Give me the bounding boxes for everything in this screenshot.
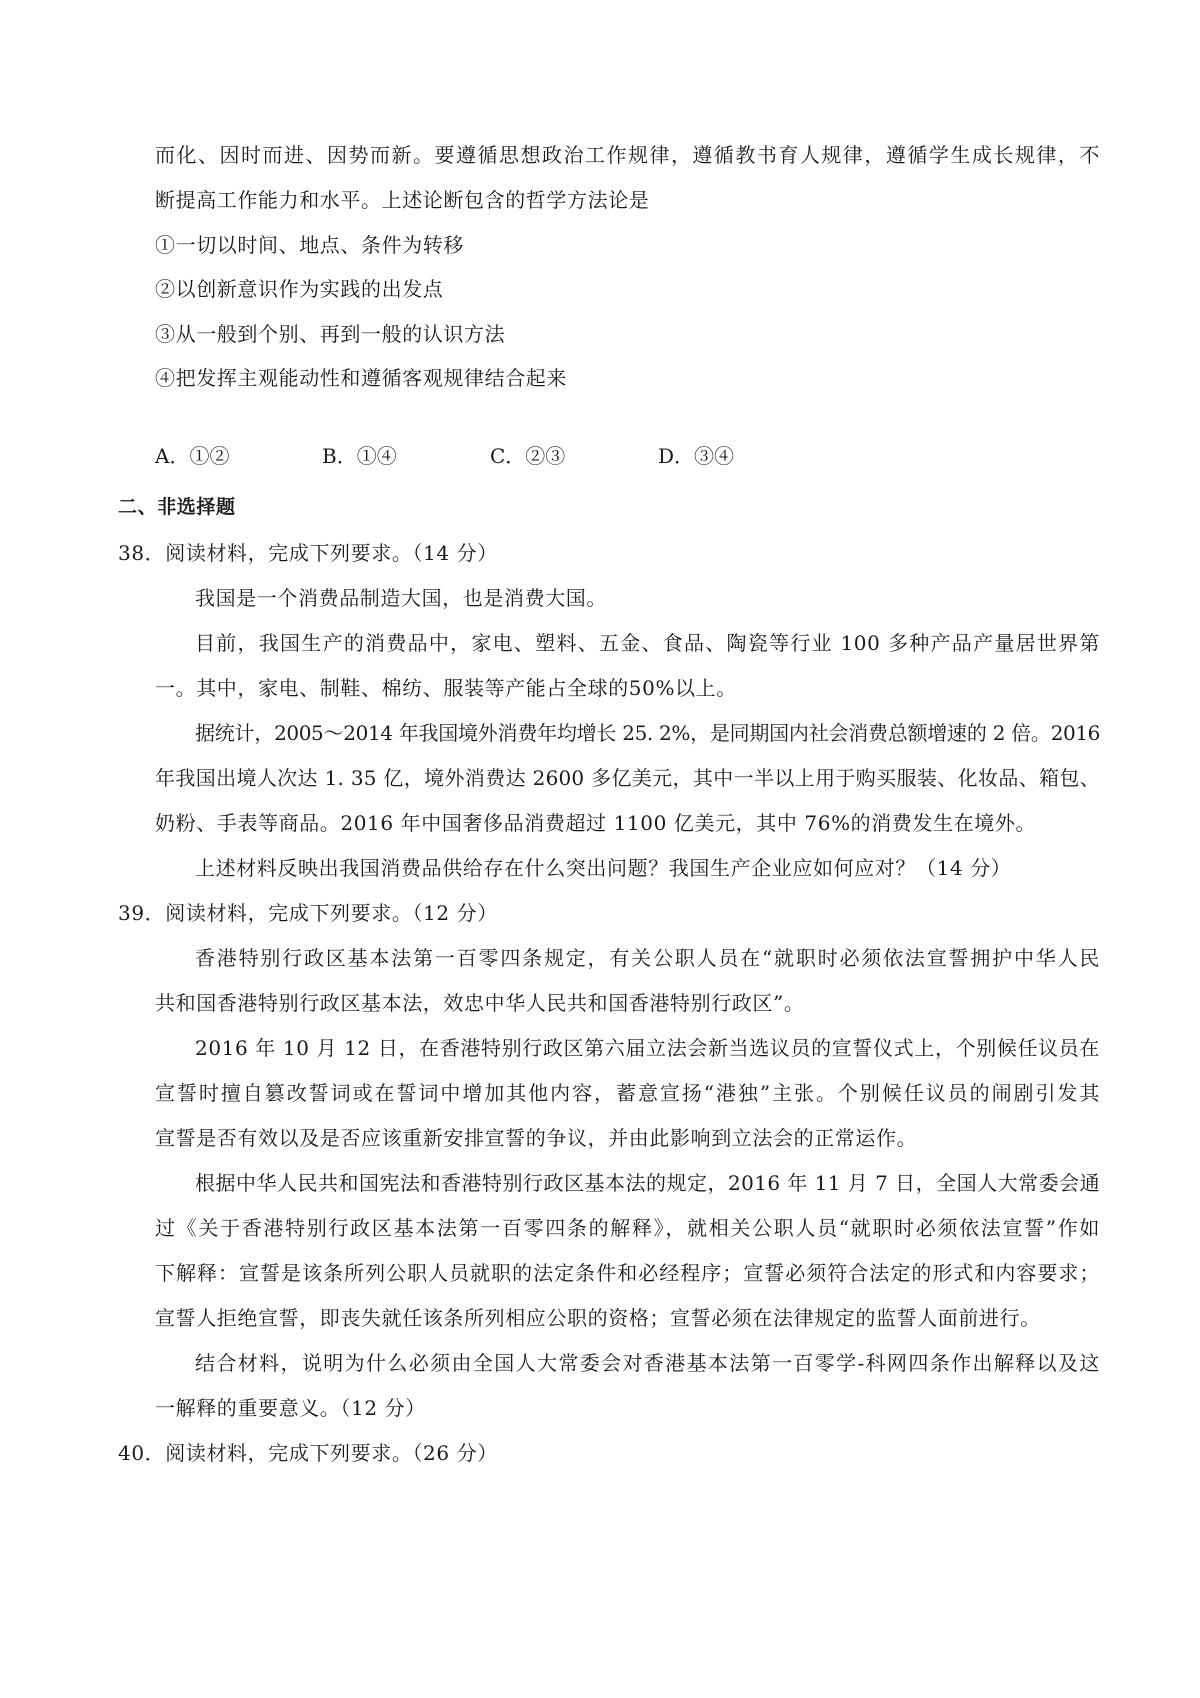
q37-item-3: ③从一般到个别、再到一般的认识方法: [155, 322, 506, 346]
q37-text-line-2: 断提高工作能力和水平。上述论断包含的哲学方法论是: [155, 188, 650, 212]
q39-paragraph-3-line-3: 下解释：宣誓是该条所列公职人员就职的法定条件和必经程序；宣誓必须符合法定的形式和内容要求；: [155, 1261, 1100, 1285]
option-b: B．①④: [322, 444, 397, 468]
q37-item-2: ②以创新意识作为实践的出发点: [155, 277, 444, 301]
option-a: A．①②: [155, 444, 230, 468]
q39-paragraph-1-line-1: 香港特别行政区基本法第一百零四条规定，有关公职人员在“就职时必须依法宣誓拥护中华人民: [195, 946, 1100, 970]
q38-paragraph-3-line-3: 奶粉、手表等商品。2016 年中国奢侈品消费超过 1100 亿美元，其中 76%的消费发生在境外。: [155, 811, 1037, 835]
q39-paragraph-1-line-2: 共和国香港特别行政区基本法，效忠中华人民共和国香港特别行政区”。: [155, 991, 805, 1015]
q39-paragraph-3-line-2: 过《关于香港特别行政区基本法第一百零四条的解释》，就相关公职人员“就职时必须依法宣誓”作如: [155, 1216, 1100, 1240]
q38-title: 38．阅读材料，完成下列要求。（14 分）: [118, 541, 498, 565]
option-c: C．②③: [490, 444, 566, 468]
q37-item-1: ①一切以时间、地点、条件为转移: [155, 233, 464, 257]
q39-paragraph-3-line-1: 根据中华人民共和国宪法和香港特别行政区基本法的规定，2016 年 11 月 7 日，全国人大常委会通: [195, 1171, 1100, 1195]
q37-item-4: ④把发挥主观能动性和遵循客观规律结合起来: [155, 366, 567, 390]
q38-paragraph-3-line-2: 年我国出境人次达 1. 35 亿，境外消费达 2600 多亿美元，其中一半以上用于购买服装、化妆品、箱包、: [155, 766, 1100, 790]
q38-paragraph-2-line-1: 目前，我国生产的消费品中，家电、塑料、五金、食品、陶瓷等行业 100 多种产品产量居世界第: [195, 631, 1100, 655]
q39-question-line-2: 一解释的重要意义。（12 分）: [155, 1396, 426, 1420]
q39-paragraph-3-line-4: 宣誓人拒绝宣誓，即丧失就任该条所列相应公职的资格；宣誓必须在法律规定的监誓人面前进行。: [155, 1306, 1041, 1330]
section-heading: 二、非选择题: [118, 496, 236, 518]
q38-paragraph-2-line-2: 一。其中，家电、制鞋、棉纺、服装等产能占全球的50%以上。: [155, 676, 737, 700]
q38-paragraph-3-line-1: 据统计，2005～2014 年我国境外消费年均增长 25. 2%，是同期国内社会消费总额增速的 2 倍。2016: [195, 721, 1100, 745]
q37-text-line-1: 而化、因时而进、因势而新。要遵循思想政治工作规律，遵循教书育人规律，遵循学生成长规律，不: [155, 143, 1100, 167]
q39-paragraph-2-line-2: 宣誓时擅自篡改誓词或在誓词中增加其他内容，蓄意宣扬“港独”主张。个别候任议员的闹剧引发其: [155, 1081, 1100, 1105]
q39-title: 39．阅读材料，完成下列要求。（12 分）: [118, 901, 498, 925]
q39-question-line-1: 结合材料，说明为什么必须由全国人大常委会对香港基本法第一百零学-科网四条作出解释以及这: [195, 1351, 1100, 1375]
q37-options: [155, 441, 855, 471]
q38-paragraph-1: 我国是一个消费品制造大国，也是消费大国。: [195, 586, 607, 610]
q39-paragraph-2-line-1: 2016 年 10 月 12 日，在香港特别行政区第六届立法会新当选议员的宣誓仪式上，个别候任议员在: [195, 1036, 1100, 1060]
option-d: D．③④: [658, 444, 735, 468]
q40-title: 40．阅读材料，完成下列要求。（26 分）: [118, 1441, 498, 1465]
q38-question: 上述材料反映出我国消费品供给存在什么突出问题？我国生产企业应如何应对？（14 分）: [195, 856, 1012, 880]
q39-paragraph-2-line-3: 宣誓是否有效以及是否应该重新安排宣誓的争议，并由此影响到立法会的正常运作。: [155, 1126, 918, 1150]
